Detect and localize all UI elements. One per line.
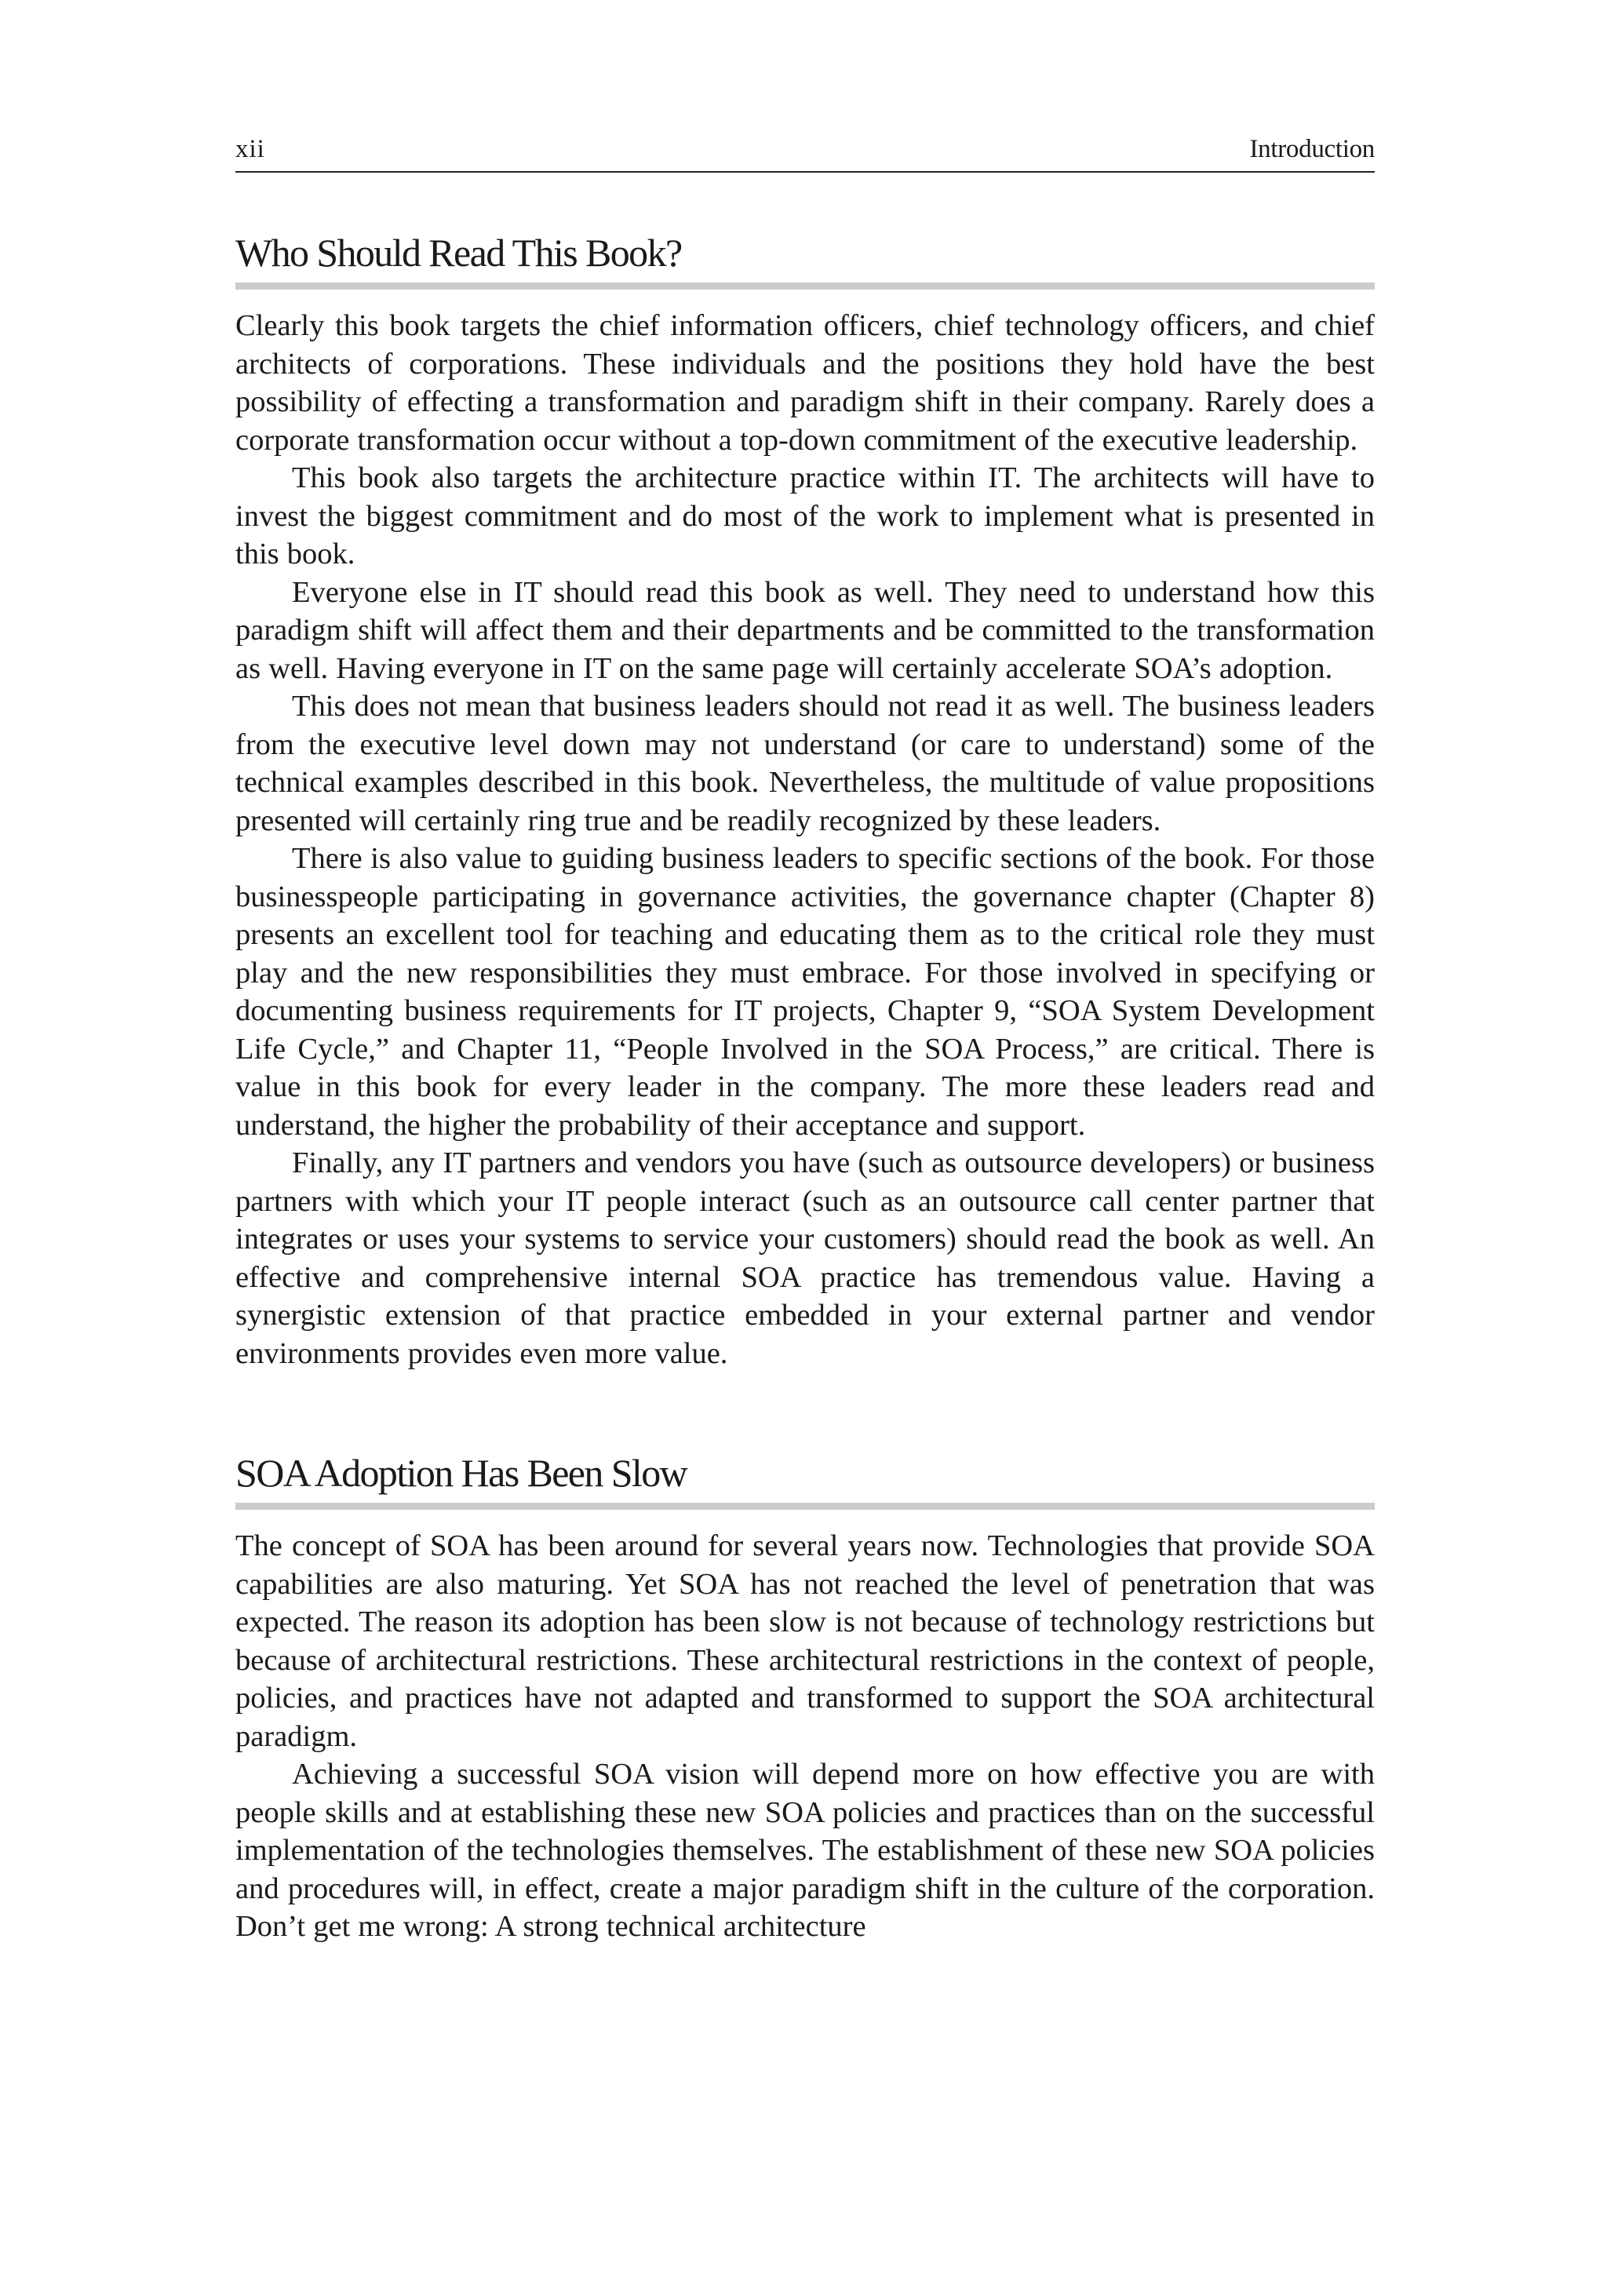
chapter-title: Introduction: [1249, 135, 1375, 163]
section-heading-soa-adoption: SOA Adoption Has Been Slow: [235, 1449, 1375, 1510]
paragraph: This book also targets the architecture practice within IT. The architects will have to invest the biggest commitment and do most of the work to implement what is presented in this book.: [235, 461, 1375, 570]
paragraph: Finally, any IT partners and vendors you have (such as outsource developers) or business partners with which your IT people interact (such as an outsource call center partner that integrates or uses your systems to service your customers) should read the book as well. An effective and comprehensive internal SOA practice has tremendous value. Having a synergistic extension of that practice embedded in your external partner and vendor environments provides even more value.: [235, 1146, 1375, 1370]
paragraph: Everyone else in IT should read this book as well. They need to understand how this paradigm shift will affect them and their departments and be committed to the transformation as well. Having everyone in IT on the same page will certainly accelerate SOA’s adoption.: [235, 575, 1375, 685]
page-number: xii: [235, 135, 265, 163]
paragraph: This does not mean that business leaders should not read it as well. The business leaders from the executive level down may not understand (or care to understand) some of the technical examples described in this book. Nevertheless, the multitude of value propositions presented will certainly ring true and be readily recognized by these leaders.: [235, 690, 1375, 837]
section-body-who-should-read: [235, 307, 1375, 1372]
section-body-soa-adoption: [235, 1527, 1375, 1946]
paragraph: Clearly this book targets the chief information officers, chief technology officers, and chief architects of corporations. These individuals and the positions they hold have the best possibility of effecting a transformation and paradigm shift in their company. Rarely does a corporate transformation occur without a top-down commitment of the executive leadership.: [235, 309, 1375, 457]
book-page: [235, 133, 1375, 1946]
paragraph: There is also value to guiding business leaders to specific sections of the book. For those businesspeople participating in governance activities, the governance chapter (Chapter 8) presents an excellent tool for teaching and educating them as to the critical role they must play and the new responsibilities they must embrace. For those involved in specifying or documenting business requirements for IT projects, Chapter 9, “SOA System Development Life Cycle,” and Chapter 11, “People Involved in the SOA Process,” are critical. There is value in this book for every leader in the company. The more these leaders read and understand, the higher the probability of their acceptance and support.: [235, 842, 1375, 1142]
section-heading-who-should-read: Who Should Read This Book?: [235, 229, 1375, 290]
running-head: [235, 133, 1375, 173]
paragraph: The concept of SOA has been around for several years now. Technologies that provide SOA capabilities are also maturing. Yet SOA has not reached the level of penetration that was expected. The reason its adoption has been slow is not because of technology restrictions but because of architectural restrictions. These architectural restrictions in the context of people, policies, and practices have not adapted and transformed to support the SOA architectural paradigm.: [235, 1529, 1375, 1753]
paragraph: Achieving a successful SOA vision will depend more on how effective you are with people skills and at establishing these new SOA policies and practices than on the successful implementation of the technologies themselves. The establishment of these new SOA policies and procedures will, in effect, create a major paradigm shift in the culture of the corporation. Don’t get me wrong: A strong technical architecture: [235, 1758, 1375, 1943]
